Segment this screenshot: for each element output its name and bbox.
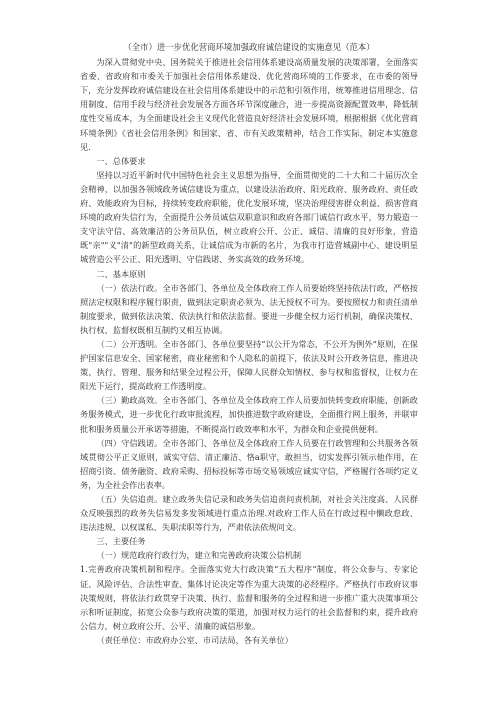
task-heading-decision-credibility: （一）规范政府行政行为，建立和完善政府决策公信机制 [96,550,302,561]
principle-transparency: （二）公开透明。全市各部门、各单位要坚持“以公开为常态，不公开为例外”原则，在保护国家信息安全、国家秘密，商业秘密和个人隐私的前提下，依法及时公开政务信息，推进决策、执行、管理、服务和结果全过程公开，保障人民群众知情权、参与权和监督权，让权力在阳光下运行，提高政府工作透明度。 [80,338,418,392]
responsible-units-note: （责任单位：市政府办公室、市司法局，各有关单位） [96,634,293,645]
section-heading-main-tasks: 三、主要任务 [96,536,146,547]
intro-paragraph: 为深入贯彻党中央、国务院关于推进社会信用体系建设高质量发展的决策部署，全面落实省委、省政府和市委关于加强社会信用体系建设、优化营商环境的工作要求，在市委的领导下，充分发挥政府诚信建设在社会信用体系建设中的示范和引领作用，统筹推进信用理念、信用制度、信用手段与经济社会发展各方面各环节深度融合，进一步提高资源配置效率，降低制度性交易成本，为全面建设社会主义现代化营造良好经济社会发展环境，根据根据《优化营商环境条例》《省社会信用条例》和国家、省、市有关政策精神，结合工作实际，制定本实施意见. [80,57,418,152]
general-requirements-paragraph: 坚持以习近平新时代中国特色社会主义思想为指导，全面贯彻党的二十大和二十届历次全会精神，以加强各领域政务诚信建设为重点，以建设法治政府、阳光政府、服务政府、责任政府、效能政府为目标，持续转变政府职能，优化发展环境，坚决治理侵害群众利益、损害营商环境的政府失信行为，全面提升公务员诚信双职意识和政府各部门诚信行政水平，努力锻造一支守法守信、高效廉洁的公务员队伍，树立政府公开、公正、诚信、清廉的良好形象，营造既"亲""义"清"的新型政商关系，让诚信成为市新的名片，为我市打造营城副中心、建设明星城营造公平公正、阳光透明、守信践诺、务实高效的政务环境。 [80,169,418,265]
document-title: （全市）进一步优化营商环境加强政府诚信建设的实施意见（范本） [123,42,375,52]
section-heading-basic-principles: 二、基本原则 [96,268,146,279]
principle-efficiency: （三）勤政高效。全市各部门、各单位及全体政府工作人员要加快转变政府职能，创新政务服务模式，进一步优化行政审批流程，加快推进数字政府建设，全面推行网上服务，并联审批和服务质量公开承诺等措施，不断提高行政效率和水平，为群众和企业提供便利。 [80,395,418,434]
principle-lawful-administration: （一）依法行政。全市各部门、各单位及全体政府工作人员要始终坚持依法行政，严格按照法定权限和程序履行职责，做到法定职责必须为、法无授权不可为。要按照权力和责任清单制度要求，做到依法决策、依法执行和依法监督。要进一步健全权力运行机制，确保决策权、执行权、监督权既相互制约又相互协调。 [80,282,418,335]
principle-accountability: （五）失信追责。建立政务失信记录和政务失信追责问责机制，对社会关注度高、人民群众反映强烈的政务失信易发多发领域进行重点治理.对政府工作人员在行政过程中懒政怠政、违法违规、以权谋私、失职渎职等行为，严肃依法依规问文。 [80,494,418,533]
task-item-decision-mechanism: 1.完善政府决策机制和程序。全面落实党大行政决策“五大程序”制度，将公众参与、专家论证、风险评估、合法性审查、集体讨论决定等作为重大决策的必经程序。严格执行市政府议事决策规则，将依法行政贯穿于决策、执行、监督和服务的全过程和进一步推广重大决策事项公示和听证制度，拓宽公众参与政府决策的渠道，加强对权力运行的社会监督和约束，提升政府公信力，树立政府公开、公平、清廉的诚信形象。 [80,564,418,631]
section-heading-general-requirements: 一、总体要求 [96,155,146,166]
principle-keeping-promises: （四）守信践诺。全市各部门、各单位及全体政府工作人员要在行政管理和公共服务各领域贯彻公平正义原则，诚实守信、清正廉洁、恪a职守，敢担当，切实发挥引领示他作用，在招商引资、债务融资、政府采购、招标投标等市场交易领域应诚实守信，严格履行各项约定义务，为全社会作出表率。 [80,437,418,490]
